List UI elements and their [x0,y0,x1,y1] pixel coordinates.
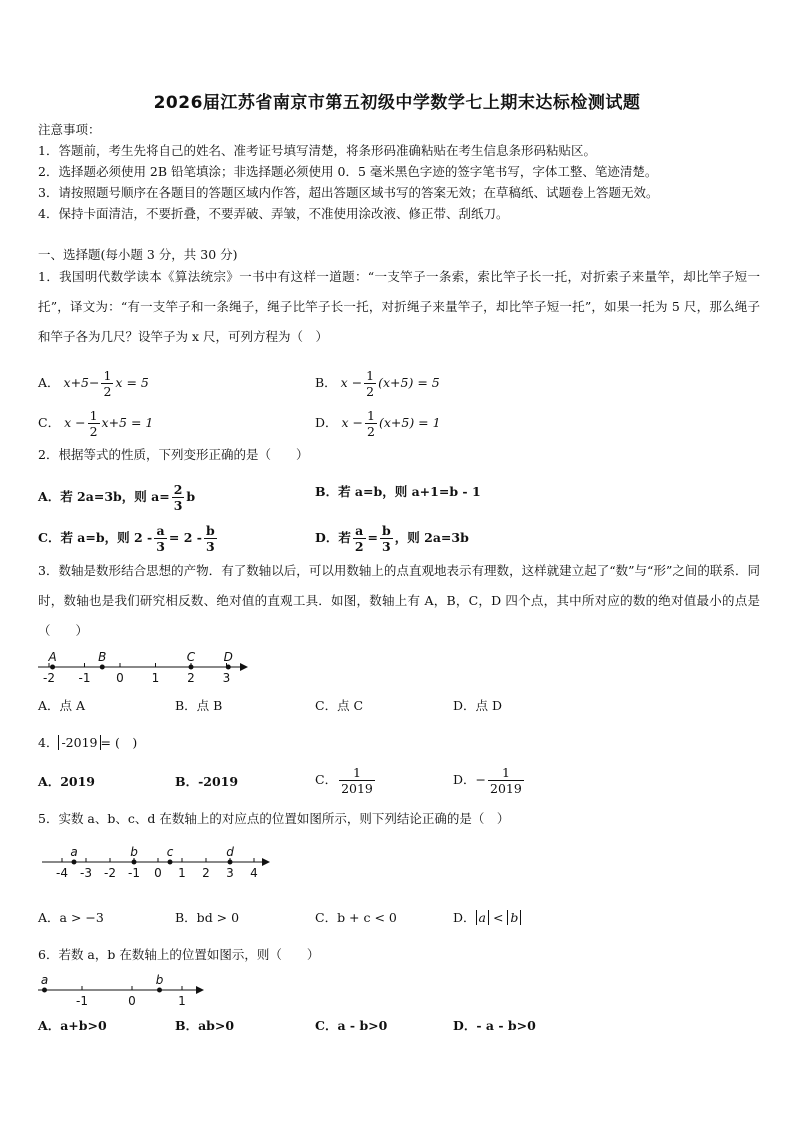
q3-tick-label: 1 [151,671,160,685]
question-3-text: 3．数轴是数形结合思想的产物．有了数轴以后，可以用数轴上的点直观地表示有理数，这样就建立起了“数”与“形”之间的联系．同时，数轴也是我们研究相反数、绝对值的直观工具．如图，数轴上有 A，B，C，D 四个点，其中所对应的数的绝对值最小的点是（ ） [38,563,760,638]
question-4-text: 4． -2019 = ( ) [38,735,138,750]
q3-option-b: B．点 B [175,698,223,713]
q5-option-a: A．a > −3 [38,910,104,925]
q2-option-a: A．若 2a=3b，则 a= $\frac{2}{3}$ b [38,482,196,513]
q6-option-d: D．- a - b>0 [453,1018,536,1033]
q5-point-dot [228,860,233,865]
q5-tick-label: -2 [104,866,116,880]
q3-tick-label: -1 [78,671,91,685]
notice-item-1: 1．答题前，考生先将自己的姓名、准考证号填写清楚，将条形码准确粘贴在考生信息条形码粘贴区。 [38,143,596,158]
q5-tick-label: 0 [154,866,162,880]
q3-point-label: B [98,650,107,664]
q1-option-b: B． x − $\frac{1}{2}$ (x+5) = 5 [315,368,440,399]
q6-option-a: A．a+b>0 [38,1018,107,1033]
q3-point-label: A [48,650,57,664]
q3-tick-label: 2 [187,671,195,685]
q5-point-dot [132,860,137,865]
q5-tick-label: -1 [128,866,140,880]
q5-tick-label: -4 [56,866,68,880]
q3-point-label: D [223,650,233,664]
question-5-text: 5．实数 a、b、c、d 在数轴上的对应点的位置如图所示，则下列结论正确的是（ ） [38,811,510,826]
q3-point-dot [226,665,231,670]
section-heading: 一、选择题(每小题 3 分，共 30 分) [38,247,238,262]
q5-point-dot [168,860,173,865]
q3-tick-label: -2 [43,671,55,685]
q3-number-line [34,645,249,687]
question-6-text: 6．若数 a，b 在数轴上的位置如图示，则（ ） [38,947,320,962]
q6-tick-label: 1 [178,994,186,1008]
q5-tick-label: 4 [250,866,258,880]
q1-option-a: A． x+5− $\frac{1}{2}$ x = 5 [38,368,149,399]
q6-point-dot [42,988,47,993]
q3-tick-label: 3 [222,671,231,685]
notice-item-3: 3．请按照题号顺序在各题目的答题区域内作答，超出答题区域书写的答案无效；在草稿纸、试题卷上答题无效。 [38,185,659,200]
q5-option-d: D． a < b [453,908,521,928]
question-1-text: 1．我国明代数学读本《算法统宗》一书中有这样一道题：“一支竿子一条索，索比竿子长一托，对折索子来量竿，却比竿子短一托”，译文为：“有一支竿子和一条绳子，绳子比竿子长一托，对折绳子来量竿子，却比竿子短一托”，如果一托为 5 尺，那么绳子和竿子各为几尺？设竿子为 x 尺，可列方程为（ ） [38,269,760,344]
q4-option-b: B．-2019 [175,774,239,789]
notice-item-4: 4．保持卡面清洁，不要折叠，不要弄破、弄皱，不准使用涂改液、修正带、刮纸刀。 [38,206,509,221]
q4-option-d: D．− $\frac{1}{2019}$ [453,765,522,796]
q3-option-d: D．点 D [453,698,503,713]
q5-tick-label: 1 [178,866,186,880]
q5-point-dot [72,860,77,865]
q3-point-dot [189,665,194,670]
question-2-text: 2．根据等式的性质，下列变形正确的是（ ） [38,447,309,462]
q2-option-d: D．若 $\frac{a}{2}$ = $\frac{b}{3}$ ，则 2a=3b [315,523,469,554]
q5-point-label: b [130,845,138,859]
q4-option-a: A．2019 [38,774,95,789]
q6-option-b: B．ab>0 [175,1018,235,1033]
q2-option-c: C．若 a=b，则 2 - $\frac{a}{3}$ = 2 - $\frac{b}{3}$ [38,523,215,554]
q6-tick-label: 0 [128,994,136,1008]
q5-point-label: a [70,845,78,859]
q3-point-dot [100,665,105,670]
q3-option-a: A．点 A [38,698,86,713]
q5-tick-label: 3 [226,866,234,880]
q6-number-line [36,966,206,1008]
q3-point-dot [50,665,55,670]
q3-tick-label: 0 [116,671,124,685]
q5-number-line [38,838,273,882]
q6-point-label: b [155,973,164,987]
notice-item-2: 2．选择题必须使用 2B 铅笔填涂；非选择题必须使用 0．5 毫米黑色字迹的签字笔书写，字体工整、笔迹清楚。 [38,164,658,179]
q5-option-b: B．bd > 0 [175,910,240,925]
q5-option-c: C．b + c < 0 [315,910,397,925]
q5-tick-label: -3 [80,866,92,880]
q3-option-c: C．点 C [315,698,364,713]
q4-option-c: C． $\frac{1}{2019}$ [315,765,373,796]
q3-point-label: C [186,650,196,664]
q6-option-c: C．a - b>0 [315,1018,388,1033]
q6-point-dot [157,988,162,993]
page-title: 2026届江苏省南京市第五初级中学数学七上期末达标检测试题 [153,93,641,113]
q5-tick-label: 2 [202,866,210,880]
q6-tick-label: -1 [76,994,88,1008]
q1-option-c: C． x − $\frac{1}{2}$ x+5 = 1 [38,408,154,439]
q5-point-label: d [226,845,234,859]
q5-point-label: c [166,845,174,859]
q6-point-label: a [40,973,49,987]
notice-heading: 注意事项： [38,122,101,137]
q1-option-d: D． x − $\frac{1}{2}$ (x+5) = 1 [315,408,441,439]
q2-option-b: B．若 a=b，则 a+1=b - 1 [315,484,481,499]
